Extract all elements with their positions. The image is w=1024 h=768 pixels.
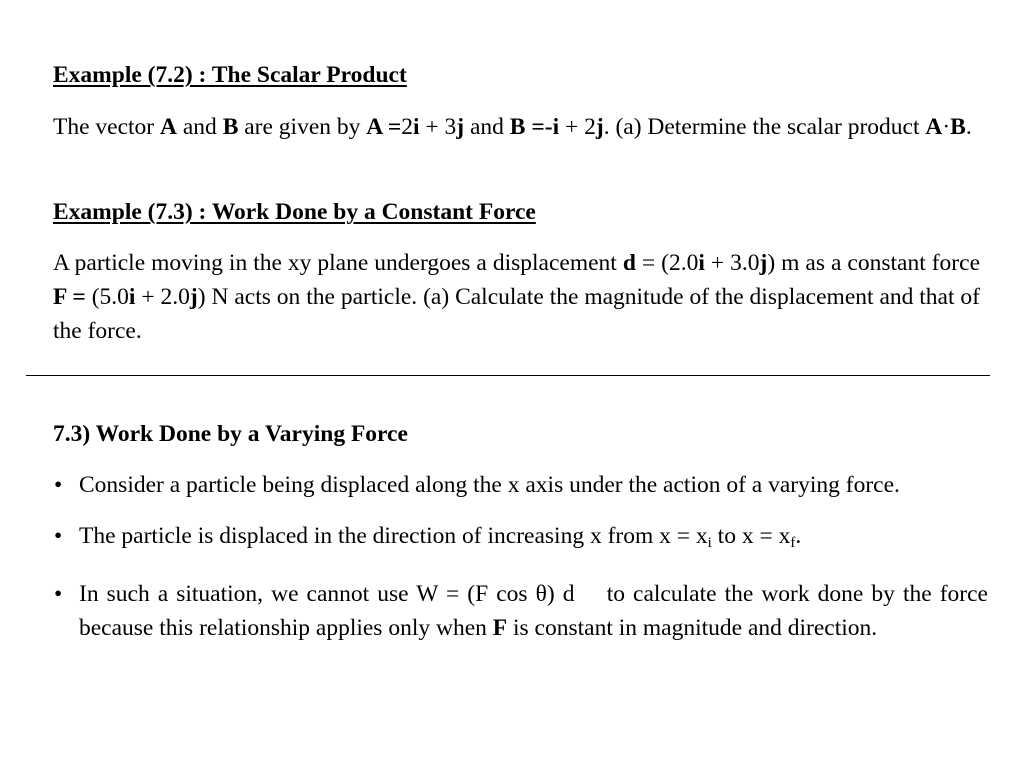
bullet-3-text: In such a situation, we cannot use W = (F cos θ) d to calculate the work done by the force because this relationship applies only when F is constant in magnitude and direction. <box>79 581 994 641</box>
section-divider <box>26 375 990 376</box>
bullet-1-text: Consider a particle being displaced along the x axis under the action of a varying force. <box>79 472 900 498</box>
example-7-2-heading: Example (7.2) : The Scalar Product <box>53 62 407 88</box>
example-7-3-text: A particle moving in the xy plane undergoes a displacement d = (2.0i + 3.0j) m as a constant force F = (5.0i + 2.0j) N acts on the particle. (a) Calculate the magnitude of the displacement and that of the force. <box>53 250 981 344</box>
bullet-item-3 <box>53 577 994 645</box>
bullet-icon: • <box>54 581 63 607</box>
example-7-2-text: The vector A and B are given by A =2i + 3j and B =-i + 2j. (a) Determine the scalar product A·B. <box>53 114 972 140</box>
example-7-3-heading: Example (7.3) : Work Done by a Constant Force <box>53 199 536 225</box>
bullet-icon: • <box>54 472 63 498</box>
bullet-list <box>53 468 994 662</box>
bullet-2-text: The particle is displaced in the direction of increasing x from $x = x_i$ to $x = x_f$. <box>79 523 802 551</box>
bullet-icon: • <box>54 523 63 549</box>
bullet-item-1 <box>53 468 988 502</box>
bullet-item-2 <box>53 519 988 560</box>
section-7-3-heading: 7.3) Work Done by a Varying Force <box>53 421 408 447</box>
